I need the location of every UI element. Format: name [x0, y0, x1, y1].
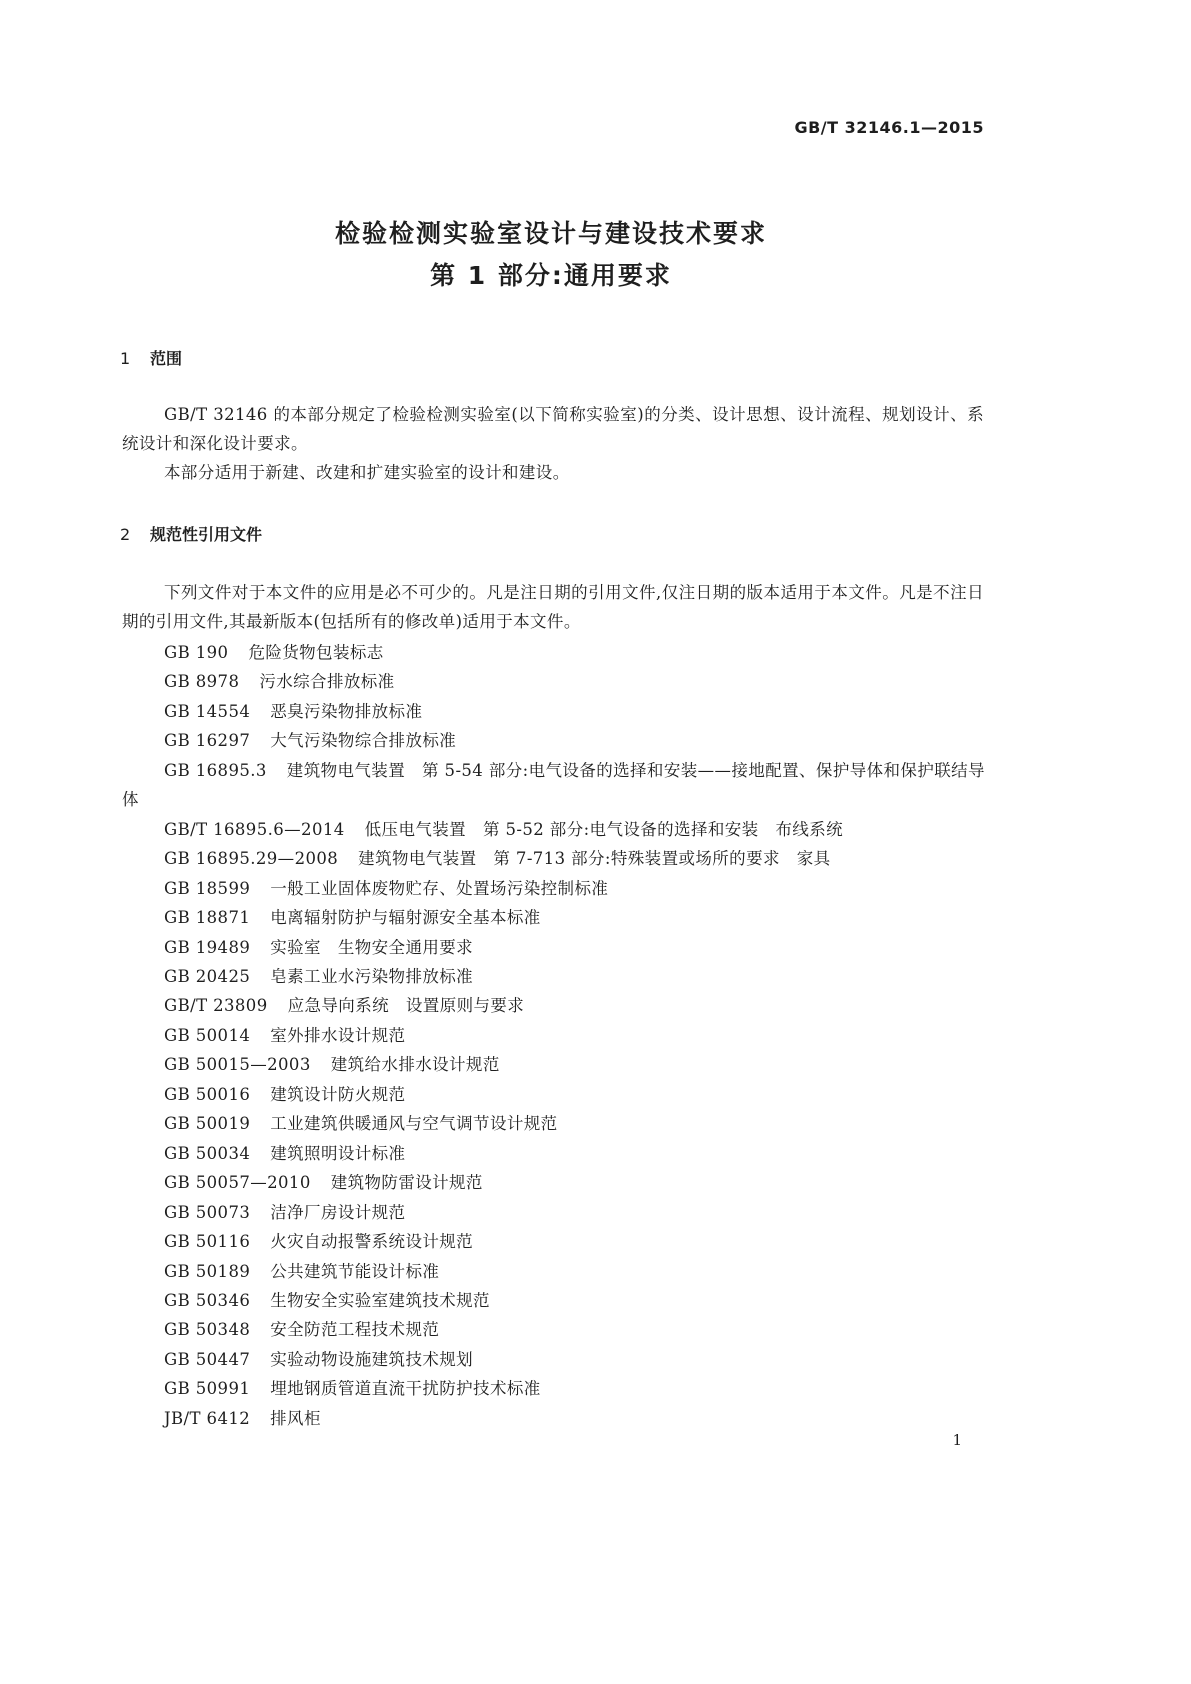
reference-title: 建筑物防雷设计规范 [330, 1173, 483, 1193]
reference-title: 恶臭污染物排放标准 [270, 701, 423, 721]
reference-item [122, 1109, 992, 1138]
scope-paragraph: GB/T 32146 的本部分规定了检验检测实验室(以下简称实验室)的分类、设计思想、设计流程、规划设计、系统设计和深化设计要求。 [122, 405, 984, 453]
reference-item [122, 1345, 992, 1374]
reference-title: 排风柜 [270, 1408, 321, 1428]
reference-title: 建筑物电气装置 第 5-54 部分:电气设备的选择和安装——接地配置、保护导体和保护联结导体 [122, 760, 985, 810]
reference-code: JB/T 6412 [164, 1408, 251, 1428]
reference-item [122, 1168, 992, 1197]
reference-item [122, 1315, 992, 1344]
page-number: 1 [952, 1431, 962, 1449]
reference-item [122, 756, 992, 815]
reference-code: GB 50014 [164, 1025, 251, 1045]
reference-code: GB 8978 [164, 672, 240, 692]
reference-title: 电离辐射防护与辐射源安全基本标准 [270, 908, 541, 928]
reference-code: GB 14554 [164, 701, 251, 721]
reference-code: GB 50447 [164, 1349, 251, 1369]
reference-code: GB 50015—2003 [164, 1055, 311, 1075]
section-number: 2 [120, 525, 131, 544]
section-heading-scope [120, 346, 182, 369]
reference-code: GB 19489 [164, 937, 251, 957]
reference-title: 洁净厂房设计规范 [270, 1202, 406, 1222]
reference-code: GB 50348 [164, 1320, 251, 1340]
reference-item [122, 1021, 992, 1050]
reference-title: 建筑给水排水设计规范 [330, 1055, 500, 1075]
standard-code: GB/T 32146.1—2015 [794, 118, 984, 137]
reference-item [122, 726, 992, 755]
reference-item [122, 1139, 992, 1168]
reference-item [122, 1198, 992, 1227]
section-title: 范围 [150, 349, 183, 368]
reference-code: GB 18871 [164, 908, 251, 928]
reference-title: 火灾自动报警系统设计规范 [270, 1232, 474, 1252]
reference-title: 低压电气装置 第 5-52 部分:电气设备的选择和安装 布线系统 [364, 819, 844, 839]
reference-title: 生物安全实验室建筑技术规范 [270, 1290, 490, 1310]
reference-title: 建筑设计防火规范 [270, 1084, 406, 1104]
section-number: 1 [120, 349, 131, 368]
reference-title: 建筑物电气装置 第 7-713 部分:特殊装置或场所的要求 家具 [358, 849, 831, 869]
reference-title: 危险货物包装标志 [248, 643, 384, 662]
reference-code: GB 50034 [164, 1143, 251, 1163]
reference-code: GB 20425 [164, 966, 251, 986]
reference-item [122, 667, 992, 696]
reference-code: GB/T 23809 [164, 996, 268, 1016]
reference-title: 实验室 生物安全通用要求 [270, 937, 474, 957]
reference-code: GB/T 16895.6—2014 [164, 819, 345, 839]
reference-item [122, 1227, 992, 1256]
reference-item [122, 638, 992, 667]
reference-item [122, 991, 992, 1020]
reference-item [122, 874, 992, 903]
reference-code: GB 50189 [164, 1261, 251, 1281]
reference-title: 工业建筑供暖通风与空气调节设计规范 [270, 1114, 558, 1134]
reference-title: 公共建筑节能设计标准 [270, 1261, 440, 1281]
reference-item [122, 903, 992, 932]
reference-code: GB 50019 [164, 1114, 251, 1134]
document-subtitle: 第 1 部分:通用要求 [430, 261, 672, 290]
document-title: 检验检测实验室设计与建设技术要求 [334, 219, 767, 248]
reference-title: 实验动物设施建筑技术规划 [270, 1349, 474, 1369]
reference-code: GB 18599 [164, 878, 251, 898]
reference-code: GB 16297 [164, 731, 251, 751]
reference-title: 皂素工业水污染物排放标准 [270, 966, 474, 986]
reference-code: GB 16895.29—2008 [164, 849, 339, 869]
reference-title: 室外排水设计规范 [270, 1025, 406, 1045]
reference-code: GB 50073 [164, 1202, 251, 1222]
reference-title: 埋地钢质管道直流干扰防护技术标准 [270, 1379, 541, 1399]
reference-code: GB 50991 [164, 1379, 251, 1399]
reference-code: GB 190 [164, 643, 229, 662]
reference-list [122, 638, 992, 1433]
reference-code: GB 16895.3 [164, 760, 267, 780]
reference-item [122, 1050, 992, 1079]
reference-item [122, 1286, 992, 1315]
reference-item [122, 1374, 992, 1403]
reference-title: 污水综合排放标准 [259, 672, 395, 692]
reference-code: GB 50116 [164, 1232, 251, 1252]
reference-item [122, 697, 992, 726]
reference-title: 建筑照明设计标准 [270, 1143, 406, 1163]
reference-item [122, 1257, 992, 1286]
reference-code: GB 50016 [164, 1084, 251, 1104]
reference-item [122, 815, 992, 844]
reference-item [122, 1080, 992, 1109]
reference-title: 安全防范工程技术规范 [270, 1320, 440, 1340]
section-title: 规范性引用文件 [150, 525, 263, 544]
reference-item [122, 962, 992, 991]
reference-item [122, 933, 992, 962]
reference-item [122, 1404, 992, 1433]
reference-title: 大气污染物综合排放标准 [270, 731, 457, 751]
reference-code: GB 50057—2010 [164, 1173, 311, 1193]
references-intro-paragraph: 下列文件对于本文件的应用是必不可少的。凡是注日期的引用文件,仅注日期的版本适用于本文件。凡是不注日期的引用文件,其最新版本(包括所有的修改单)适用于本文件。 [122, 583, 984, 631]
reference-title: 一般工业固体废物贮存、处置场污染控制标准 [270, 878, 609, 898]
section-heading-normative-references [120, 522, 262, 545]
reference-title: 应急导向系统 设置原则与要求 [287, 996, 525, 1016]
scope-applicability-paragraph: 本部分适用于新建、改建和扩建实验室的设计和建设。 [164, 463, 570, 482]
reference-item [122, 844, 992, 873]
reference-code: GB 50346 [164, 1290, 251, 1310]
